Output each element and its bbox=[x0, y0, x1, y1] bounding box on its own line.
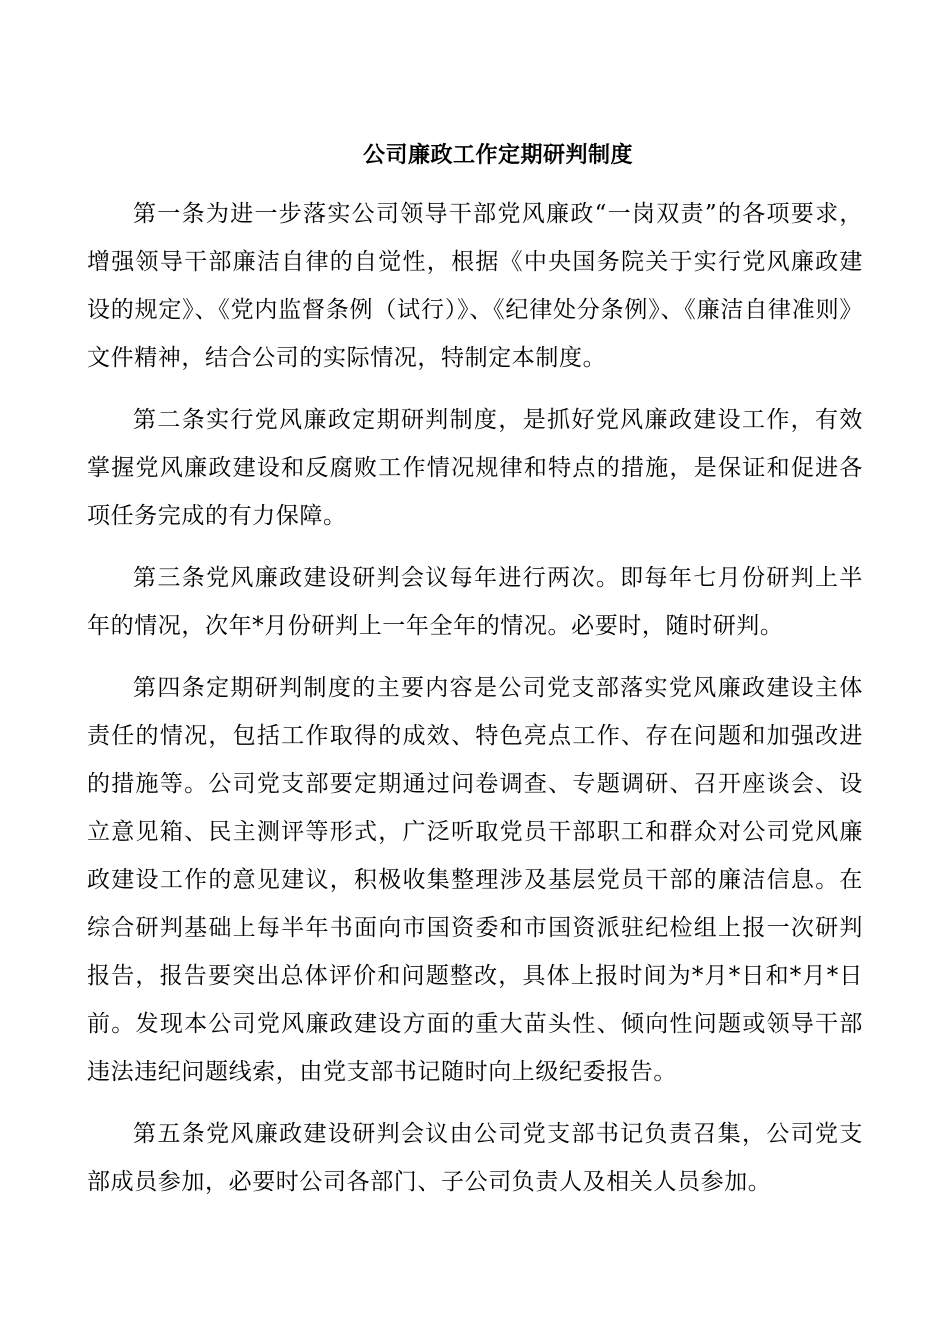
article-4-paragraph: 第四条定期研判制度的主要内容是公司党支部落实党风廉政建设主体责任的情况，包括工作取得的成效、特色亮点工作、存在问题和加强改进的措施等。公司党支部要定期通过问卷调查、专题调研、召开座谈会、设立意见箱、民主测评等形式，广泛听取党员干部职工和群众对公司党风廉政建设工作的意见建议，积极收集整理涉及基层党员干部的廉洁信息。在综合研判基础上每半年书面向市国资委和市国资派驻纪检组上报一次研判报告，报告要突出总体评价和问题整改，具体上报时间为*月*日和*月*日前。发现本公司党风廉政建设方面的重大苗头性、倾向性问题或领导干部违法违纪问题线索，由党支部书记随时向上级纪委报告。 bbox=[87, 675, 863, 1085]
article-1-paragraph: 第一条为进一步落实公司领导干部党风廉政“一岗双责”的各项要求，增强领导干部廉洁自律的自觉性，根据《中央国务院关于实行党风廉政建设的规定》、《党内监督条例（试行）》、《纪律处分条例》、《廉洁自律准则》文件精神，结合公司的实际情况，特制定本制度。 bbox=[87, 201, 863, 371]
article-3-paragraph: 第三条党风廉政建设研判会议每年进行两次。即每年七月份研判上半年的情况，次年*月份研判上一年全年的情况。必要时，随时研判。 bbox=[87, 565, 863, 639]
document-body bbox=[87, 190, 863, 1220]
article-2-paragraph: 第二条实行党风廉政定期研判制度，是抓好党风廉政建设工作，有效掌握党风廉政建设和反腐败工作情况规律和特点的措施，是保证和促进各项任务完成的有力保障。 bbox=[87, 407, 863, 529]
article-5-paragraph: 第五条党风廉政建设研判会议由公司党支部书记负责召集，公司党支部成员参加，必要时公司各部门、子公司负责人及相关人员参加。 bbox=[87, 1121, 863, 1195]
document-title: 公司廉政工作定期研判制度 bbox=[362, 143, 633, 168]
